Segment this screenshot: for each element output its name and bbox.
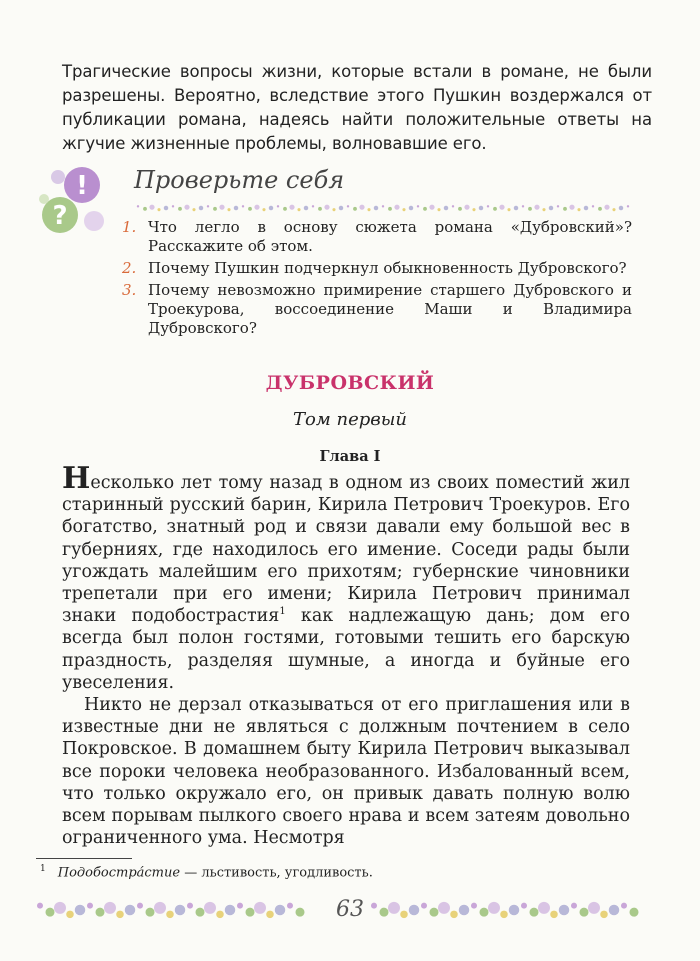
decor-dot	[559, 905, 570, 916]
decor-dot	[458, 207, 462, 211]
decor-dot	[248, 207, 252, 211]
decor-dot	[571, 903, 577, 909]
decor-dot	[242, 205, 244, 207]
question-item	[122, 259, 632, 278]
decor-dot	[371, 903, 377, 909]
decor-dot	[359, 205, 364, 210]
decor-dot	[534, 205, 539, 210]
decor-dot	[254, 205, 259, 210]
decor-dot	[353, 207, 357, 211]
decor-dot	[507, 208, 510, 211]
decor-dot	[262, 208, 265, 211]
decor-dot	[480, 908, 489, 917]
drop-cap: Н	[62, 461, 91, 496]
decor-dot	[569, 205, 574, 210]
decor-dot	[417, 205, 419, 207]
decor-dot	[312, 205, 314, 207]
decor-dot	[184, 205, 189, 210]
decor-dot	[499, 205, 504, 210]
decor-dot	[521, 903, 527, 909]
decor-dot	[213, 207, 217, 211]
intro-paragraph	[62, 60, 652, 156]
decor-dot	[367, 208, 370, 211]
page-number: 63	[336, 897, 364, 922]
decor-dot	[514, 206, 519, 211]
decor-dot	[192, 208, 195, 211]
svg-text:?: ?	[52, 201, 68, 231]
decor-dot	[137, 205, 139, 207]
novel-title: ДУБРОВСКИЙ	[265, 372, 435, 394]
question-item	[122, 281, 632, 338]
decor-dot	[493, 207, 497, 211]
decor-dot	[409, 905, 420, 916]
decor-dot	[388, 902, 400, 914]
footnote-divider	[36, 858, 132, 859]
decor-dot	[584, 206, 589, 211]
decor-dot	[538, 902, 550, 914]
decor-dot	[522, 205, 524, 207]
question-item	[122, 218, 632, 256]
decor-dot	[472, 208, 475, 211]
self-check-icon	[36, 163, 116, 243]
decor-dot	[627, 205, 629, 207]
decor-dot	[402, 208, 405, 211]
decor-dot	[588, 902, 600, 914]
decor-dot	[318, 207, 322, 211]
decor-dot	[452, 205, 454, 207]
decor-dot	[437, 208, 440, 211]
decor-dot	[164, 206, 169, 211]
question-text: Что легло в основу сюжета романа «Дубровский»? Расскажите об этом.	[148, 218, 632, 255]
decor-dot	[549, 206, 554, 211]
paragraph-2: Никто не дерзал отказываться от его приглашения или в известные дни не являться с должным почтением в село Покровское. В домашнем быту Кирила Петрович выказывал все пороки человека необразованного. Избалованный всем, что только окружало его, он привык давать полную волю всем порывам пылкого своего нрава и всем затеям довольно ограниченного ума. Несмотря	[62, 695, 630, 849]
decor-dot	[444, 206, 449, 211]
decor-dot	[598, 207, 602, 211]
decor-dot	[609, 905, 620, 916]
decor-dot	[592, 205, 594, 207]
decor-dot	[438, 902, 450, 914]
decor-dot	[577, 208, 580, 211]
decor-dot	[380, 908, 389, 917]
decor-dot	[429, 205, 434, 210]
paragraph-1	[62, 461, 630, 694]
decor-dot	[459, 905, 470, 916]
chapter-heading: Глава I	[319, 448, 381, 465]
decor-dot	[542, 208, 545, 211]
decor-dot	[612, 208, 615, 211]
decor-dot	[269, 206, 274, 211]
decor-dot	[479, 206, 484, 211]
decor-dot	[557, 205, 559, 207]
dotted-divider	[134, 203, 634, 213]
decor-dot	[277, 205, 279, 207]
decor-dot	[289, 205, 294, 210]
footnote-mark: 1	[40, 864, 46, 874]
question-list	[122, 218, 632, 341]
svg-text:!: !	[76, 171, 88, 201]
decor-dot	[488, 902, 500, 914]
footnote-term: Подобостра́стие	[57, 865, 181, 881]
question-text: Почему Пушкин подчеркнул обыкновенность Дубровского?	[148, 259, 627, 277]
decor-dot	[304, 206, 309, 211]
intro-text: Трагические вопросы жизни, которые встали в романе, не были разрешены. Вероятно, вследствие этого Пушкин воздержался от публикации романа, надеясь найти положительные ответы на жгучие жизненные проблемы, волновавшие его.	[62, 62, 652, 153]
decor-dot	[157, 208, 160, 211]
decor-dot	[400, 911, 408, 919]
decor-dot	[630, 908, 639, 917]
decor-dot	[423, 207, 427, 211]
chapter-text	[62, 461, 630, 849]
decor-dot	[487, 205, 489, 207]
decor-dot	[347, 205, 349, 207]
decor-dot	[143, 207, 147, 211]
question-number: 1.	[122, 218, 137, 236]
decor-dot	[500, 911, 508, 919]
decor-dot	[219, 205, 224, 210]
decor-dot	[234, 206, 239, 211]
decor-dot	[430, 908, 439, 917]
decor-dot	[421, 903, 427, 909]
decor-dot	[621, 903, 627, 909]
volume-heading: Том первый	[293, 409, 407, 430]
question-number: 2.	[122, 259, 137, 277]
self-check-title: Проверьте себя	[134, 166, 345, 194]
decor-dot	[563, 207, 567, 211]
decor-dot	[149, 205, 154, 210]
bottom-dots-right	[370, 897, 640, 923]
decor-dot	[172, 205, 174, 207]
decor-dot	[199, 206, 204, 211]
decor-dot	[550, 911, 558, 919]
decor-dot	[509, 905, 520, 916]
decor-dot	[283, 207, 287, 211]
question-text: Почему невозможно примирение старшего Дубровского и Троекурова, воссоединение Маши и Владимира Дубровского?	[148, 281, 632, 337]
decor-dot	[207, 205, 209, 207]
decor-dot	[464, 205, 469, 210]
decor-dot	[600, 911, 608, 919]
paragraph-1-text-b: как надлежащую дань; дом его всегда был полон гостями, готовыми тешить его барскую праздность, разделяя шумные, а иногда и буйные его увеселения.	[62, 606, 630, 693]
footnote-definition: — льстивость, угодливость.	[180, 865, 373, 881]
decor-dot	[324, 205, 329, 210]
decor-dot	[471, 903, 477, 909]
decor-dot	[450, 911, 458, 919]
decor-dot	[178, 207, 182, 211]
footnote	[40, 864, 640, 880]
decor-dot	[604, 205, 609, 210]
decor-dot	[374, 206, 379, 211]
decor-dot	[619, 206, 624, 211]
decor-dot	[580, 908, 589, 917]
decor-dot	[297, 208, 300, 211]
decor-dot	[530, 908, 539, 917]
question-number: 3.	[122, 281, 137, 299]
decor-dot	[227, 208, 230, 211]
decor-dot	[409, 206, 414, 211]
paragraph-1-text-a: есколько лет тому назад в одном из своих поместий жил старинный русский барин, Кирила Петрович Троекуров. Его богатство, знатный род и связи давали ему большой вес в губерниях, где находилось его имение. Соседи рады были угождать малейшим его прихотям; губернские чиновники трепетали при его имени; Кирила Петрович принимал знаки подобострастия	[62, 473, 630, 627]
decor-dot	[394, 205, 399, 210]
decor-dot	[332, 208, 335, 211]
decor-dot	[339, 206, 344, 211]
decor-dot	[388, 207, 392, 211]
decor-dot	[382, 205, 384, 207]
footnote-reference: 1	[279, 606, 286, 618]
decor-dot	[528, 207, 532, 211]
